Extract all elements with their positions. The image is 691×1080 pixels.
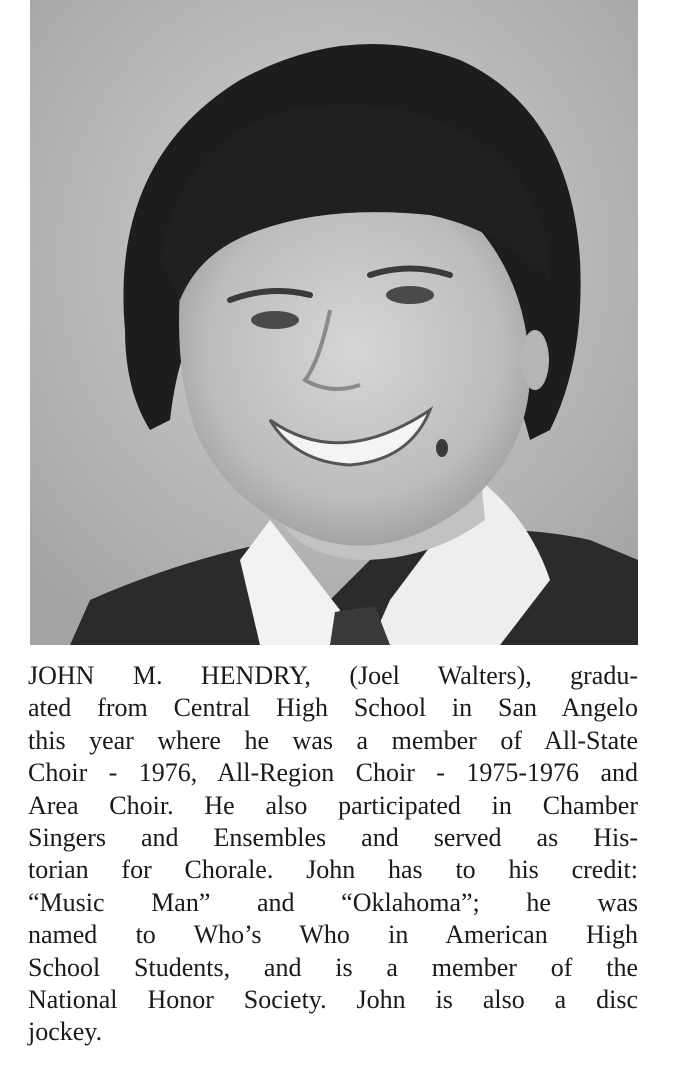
caption-line-last: jockey. [28, 1017, 103, 1047]
portrait-illustration [30, 0, 638, 645]
caption-line: Area Choir. He also participated in Chamber [28, 790, 638, 820]
caption-line: National Honor Society. John is also a disc [28, 985, 638, 1015]
caption-line: ated from Central High School in San Angelo [28, 693, 638, 723]
caption-line: Choir - 1976, All-Region Choir - 1975-1976 and [28, 758, 638, 788]
portrait-photo [30, 0, 638, 645]
caption-line: JOHN M. HENDRY, (Joel Walters), gradu- [28, 661, 638, 690]
caption-line: Singers and Ensembles and served as His- [28, 823, 638, 853]
caption-line: “Music Man” and “Oklahoma”; he was [28, 887, 638, 917]
caption-line: this year where he was a member of All-State [28, 725, 638, 755]
caption-line: School Students, and is a member of the [28, 952, 638, 982]
caption-line: named to Who’s Who in American High [28, 920, 638, 950]
caption-line: torian for Chorale. John has to his credit: [28, 855, 638, 885]
biography-caption [28, 660, 638, 1049]
